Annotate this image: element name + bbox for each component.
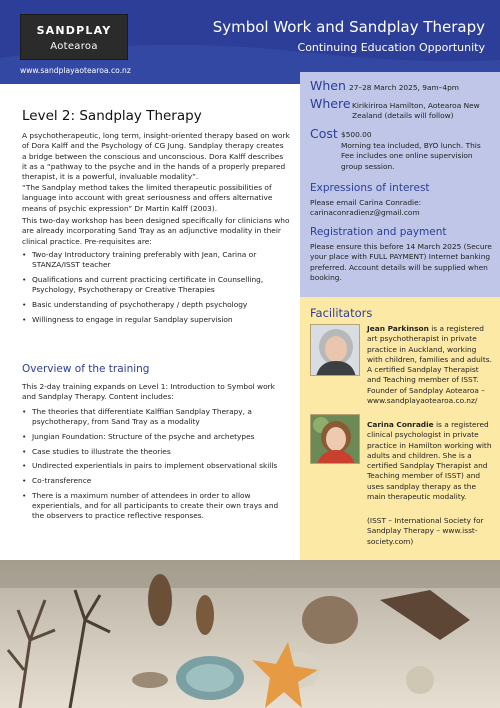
jean-description: is a registered art psychotherapist in private practice in Auckland, working with children, families and adults. A certified Sandplay Therapist and Teaching member of ISST. Founder of Sandplay Aotearoa – www.sandplayaotearoa.co.nz/	[367, 324, 492, 406]
page-title: Symbol Work and Sandplay Therapy	[212, 18, 485, 36]
course-heading: Level 2: Sandplay Therapy	[22, 108, 202, 124]
jean-name: Jean Parkinson	[367, 324, 429, 333]
interest-contact[interactable]: Please email Carina Conradie: carinaconradienz@gmail.com	[310, 198, 422, 218]
list-item: • Willingness to engage in regular Sandplay supervision	[22, 315, 290, 325]
registration-heading: Registration and payment	[310, 226, 447, 238]
cost-value: $500.00	[341, 130, 372, 139]
list-item: • Case studies to illustrate the theories	[22, 447, 290, 457]
intro-paragraph: A psychotherapeutic, long term, insight-oriented therapy based on work of Dora Kalff and the Psychology of CG Jung. Sandplay therapy creates a bridge between the conscious and unconscious. Dora Kalff describes it as a “pathway to the psyche and in the hands of a properly prepared therapist, it is a powerful, invaluable modality”.	[22, 131, 290, 182]
carina-name: Carina Conradie	[367, 420, 434, 429]
carina-photo	[310, 414, 360, 464]
jean-bio	[367, 324, 494, 406]
cost-label: Cost	[310, 126, 338, 141]
when-label: When	[310, 78, 346, 93]
where-value: Kirikiriroa Hamilton, Aotearoa New Zealand (details will follow)	[352, 101, 480, 121]
prerequisites-list	[22, 250, 290, 329]
list-item: • Co-transference	[22, 476, 290, 486]
logo-subtitle: Aotearoa	[50, 41, 98, 52]
overview-paragraph: This 2-day training expands on Level 1: Introduction to Symbol work and Sandplay Therapy. Content includes:	[22, 382, 275, 402]
cost-note: Morning tea included, BYO lunch. This Fee includes one online supervision group session.	[341, 141, 481, 171]
workshop-description: This two-day workshop has been designed specifically for clinicians who are already incorporating Sand Tray as an adjunctive modality in their clinical practice. Pre-requisites are:	[22, 216, 290, 246]
list-item: • There is a maximum number of attendees in order to allow experientials, and for all participants to create their own trays and the observers to practice reflective responses.	[22, 491, 290, 522]
when-value: 27–28 March 2025, 9am–4pm	[349, 83, 459, 92]
website-link[interactable]: www.sandplayaotearoa.co.nz	[20, 66, 131, 75]
content-list	[22, 407, 290, 526]
list-item: • Two-day Introductory training preferably with Jean, Carina or STANZA/ISST teacher	[22, 250, 290, 271]
jean-photo	[310, 324, 360, 376]
list-item: • Undirected experientials in pairs to implement observational skills	[22, 461, 290, 471]
list-item: • Jungian Foundation: Structure of the psyche and archetypes	[22, 432, 290, 442]
carina-bio	[367, 420, 494, 502]
facilitators-heading: Facilitators	[310, 306, 373, 320]
kalff-quote: “The Sandplay method takes the limited therapeutic possibilities of language into account with great seriousness and offers alternative means of psychic expression” Dr Martin Kalff (2003).	[22, 183, 273, 213]
list-item: • Qualifications and current practicing certificate in Counselling, Psychology, Psychotherapy or Creative Therapies	[22, 275, 290, 296]
list-item: • The theories that differentiate Kalffian Sandplay Therapy, a psychotherapy, from Sand Tray as a modality	[22, 407, 290, 428]
sandtray-photo	[0, 560, 500, 708]
list-item: • Basic understanding of psychotherapy / depth psychology	[22, 300, 290, 310]
registration-text: Please ensure this before 14 March 2025 (Secure your place with FULL PAYMENT) Internet banking preferred. Account details will be supplied when booking.	[310, 242, 492, 282]
interest-heading: Expressions of interest	[310, 182, 430, 194]
sandplay-logo	[20, 14, 128, 60]
page-subtitle: Continuing Education Opportunity	[297, 41, 485, 54]
logo-title: SANDPLAY	[36, 24, 112, 37]
isst-note: (ISST – International Society for Sandplay Therapy – www.isst-society.com)	[367, 516, 484, 546]
carina-description: is a registered clinical psychologist in private practice in Hamilton working with adults and children. She is a certified Sandplay Therapist and Teaching member of ISST) and uses sandplay therapy as the main therapeutic modality.	[367, 420, 492, 502]
overview-heading: Overview of the training	[22, 363, 150, 375]
where-label: Where	[310, 96, 351, 111]
